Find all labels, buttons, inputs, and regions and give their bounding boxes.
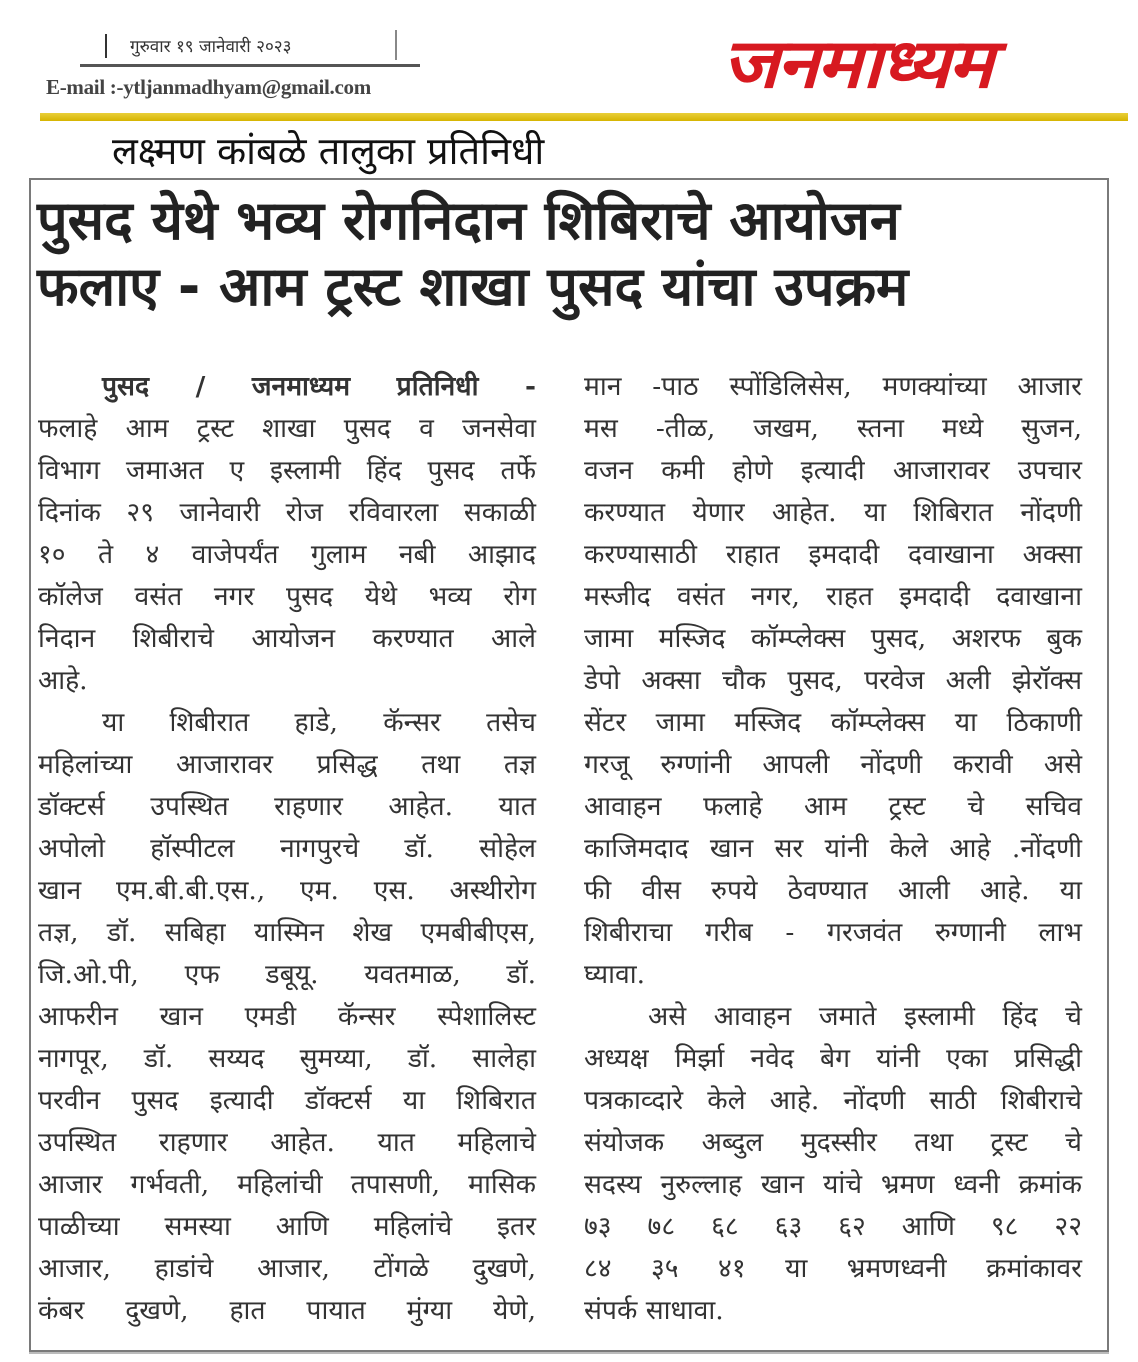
article-text-line: अपोलो हॉस्पीटल नागपुरचे डॉ. सोहेल bbox=[38, 833, 536, 864]
news-article bbox=[29, 178, 1109, 1352]
article-text-line: पत्रकाव्दारे केले आहे. नोंदणी साठी शिबीराचे bbox=[584, 1085, 1082, 1116]
article-text-line: कॉलेज वसंत नगर पुसद येथे भव्य रोग bbox=[38, 581, 536, 612]
article-text-line: आजार गर्भवती, महिलांची तपासणी, मासिक bbox=[38, 1169, 536, 1200]
article-text-line: वजन कमी होणे इत्यादी आजारावर उपचार bbox=[584, 455, 1082, 486]
article-text-line: आहे. bbox=[38, 665, 88, 696]
masthead-rule bbox=[40, 113, 1128, 121]
article-text-line: पुसद / जनमाध्यम प्रतिनिधी - bbox=[102, 371, 536, 402]
article-text-line: जामा मस्जिद कॉम्प्लेक्स पुसद, अशरफ बुक bbox=[584, 623, 1082, 654]
article-column-left bbox=[38, 366, 536, 1332]
article-text-line: महिलांच्या आजारावर प्रसिद्ध तथा तज्ञ bbox=[38, 749, 536, 780]
article-text-line: या शिबीरात हाडे, कॅन्सर तसेच bbox=[102, 707, 536, 738]
headline bbox=[37, 188, 1099, 320]
headline-line: पुसद येथे भव्य रोगनिदान शिबिराचे आयोजन bbox=[37, 189, 900, 252]
article-text-line: घ्यावा. bbox=[584, 959, 646, 990]
article-text-line: आवाहन फलाहे आम ट्रस्ट चे सचिव bbox=[584, 791, 1082, 822]
article-text-line: परवीन पुसद इत्यादी डॉक्टर्स या शिबिरात bbox=[38, 1085, 536, 1116]
article-text-line: संपर्क साधावा. bbox=[584, 1295, 724, 1326]
dateline bbox=[80, 30, 420, 67]
article-text-line: अध्यक्ष मिर्झा नवेद बेग यांनी एका प्रसिद्धी bbox=[584, 1043, 1082, 1074]
article-text-line: तज्ञ, डॉ. सबिहा यास्मिन शेख एमबीबीएस, bbox=[38, 917, 536, 948]
article-text-line: कंबर दुखणे, हात पायात मुंग्या येणे, bbox=[38, 1295, 536, 1326]
article-text-line: ८४ ३५ ४१ या भ्रमणध्वनी क्रमांकावर bbox=[584, 1253, 1082, 1284]
publication-date: गुरुवार १९ जानेवारी २०२३ bbox=[130, 37, 292, 57]
article-text-line: काजिमदाद खान सर यांनी केले आहे .नोंदणी bbox=[584, 833, 1082, 864]
article-text-line: फी वीस रुपये ठेवण्यात आली आहे. या bbox=[584, 875, 1082, 906]
article-text-line: आफरीन खान एमडी कॅन्सर स्पेशालिस्ट bbox=[38, 1001, 536, 1032]
article-text-line: दिनांक २९ जानेवारी रोज रविवारला सकाळी bbox=[38, 497, 536, 528]
article-text-line: विभाग जमाअत ए इस्लामी हिंद पुसद तर्फे bbox=[38, 455, 536, 486]
article-text-line: मान -पाठ स्पोंडिलिसेस, मणक्यांच्या आजार bbox=[584, 371, 1082, 402]
article-text-line: डॉक्टर्स उपस्थित राहणार आहेत. यात bbox=[38, 791, 536, 822]
contact-email: E-mail :-ytljanmadhyam@gmail.com bbox=[46, 75, 371, 99]
article-column-right bbox=[584, 366, 1082, 1332]
article-text-line: उपस्थित राहणार आहेत. यात महिलाचे bbox=[38, 1127, 536, 1158]
article-text-line: शिबीराचा गरीब - गरजवंत रुग्णानी लाभ bbox=[584, 917, 1082, 948]
article-text-line: आजार, हाडांचे आजार, टोंगळे दुखणे, bbox=[38, 1253, 536, 1284]
article-text-line: पाळीच्या समस्या आणि महिलांचे इतर bbox=[38, 1211, 536, 1242]
byline: लक्ष्मण कांबळे तालुका प्रतिनिधी bbox=[112, 129, 545, 173]
article-text-line: करण्यात येणार आहेत. या शिबिरात नोंदणी bbox=[584, 497, 1082, 528]
article-text-line: करण्यासाठी राहात इमदादी दवाखाना अक्सा bbox=[584, 539, 1082, 570]
article-text-line: खान एम.बी.बी.एस., एम. एस. अस्थीरोग bbox=[38, 875, 536, 906]
article-text-line: सदस्य नुरुल्लाह खान यांचे भ्रमण ध्वनी क्रमांक bbox=[584, 1169, 1082, 1200]
newspaper-logo: जनमाध्यम bbox=[722, 25, 991, 104]
article-text-line: १० ते ४ वाजेपर्यंत गुलाम नबी आझाद bbox=[38, 539, 536, 570]
article-text-line: सेंटर जामा मस्जिद कॉम्प्लेक्स या ठिकाणी bbox=[584, 707, 1082, 738]
article-text-line: मस्जीद वसंत नगर, राहत इमदादी दवाखाना bbox=[584, 581, 1082, 612]
divider bbox=[395, 30, 397, 60]
article-text-line: निदान शिबीराचे आयोजन करण्यात आले bbox=[38, 623, 536, 654]
article-text-line: गरजू रुग्णांनी आपली नोंदणी करावी असे bbox=[584, 749, 1082, 780]
article-text-line: डेपो अक्सा चौक पुसद, परवेज अली झेरॉक्स bbox=[584, 665, 1082, 696]
article-text-line: फलाहे आम ट्रस्ट शाखा पुसद व जनसेवा bbox=[38, 413, 536, 444]
masthead bbox=[0, 0, 1138, 173]
article-text-line: जि.ओ.पी, एफ डबूयू. यवतमाळ, डॉ. bbox=[38, 959, 536, 990]
article-text-line: संयोजक अब्दुल मुदस्सीर तथा ट्रस्ट चे bbox=[584, 1127, 1082, 1158]
article-text-line: मस -तीळ, जखम, स्तना मध्ये सुजन, bbox=[584, 413, 1082, 444]
divider bbox=[105, 34, 107, 58]
article-text-line: असे आवाहन जमाते इस्लामी हिंद चे bbox=[648, 1001, 1082, 1032]
article-text-line: ७३ ७८ ६८ ६३ ६२ आणि ९८ २२ bbox=[584, 1211, 1082, 1242]
headline-line: फलाए - आम ट्रस्ट शाखा पुसद यांचा उपक्रम bbox=[37, 255, 909, 318]
article-text-line: नागपूर, डॉ. सय्यद सुमय्या, डॉ. सालेहा bbox=[38, 1043, 536, 1074]
